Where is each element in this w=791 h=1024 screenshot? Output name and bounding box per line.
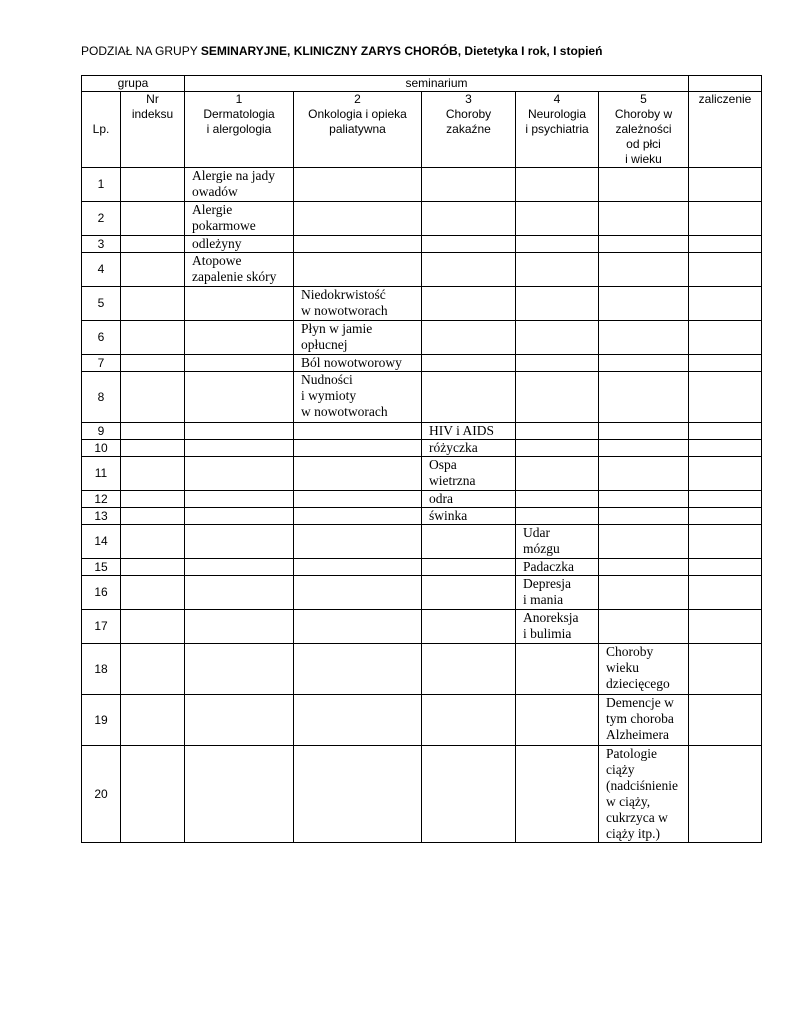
empty-cell	[422, 559, 516, 576]
empty-cell	[185, 746, 294, 843]
row-number: 4	[82, 253, 121, 287]
zaliczenie-cell	[689, 202, 762, 236]
empty-cell	[599, 440, 689, 457]
empty-cell	[516, 202, 599, 236]
header-col-onkologia: 2 Onkologia i opieka paliatywna	[294, 92, 422, 168]
zaliczenie-cell	[689, 491, 762, 508]
empty-cell	[599, 457, 689, 491]
seminar-topic: Atopowe zapalenie skóry	[185, 253, 294, 287]
table-row	[82, 440, 762, 457]
empty-cell	[294, 746, 422, 843]
nr-indeksu-cell	[121, 610, 185, 644]
seminar-topic: Udar mózgu	[516, 525, 599, 559]
empty-cell	[422, 372, 516, 423]
header-col-dermatologia: 1 Dermatologia i alergologia	[185, 92, 294, 168]
header-nr-indeksu: Nr indeksu	[121, 92, 185, 168]
table-row	[82, 559, 762, 576]
nr-indeksu-cell	[121, 644, 185, 695]
empty-cell	[599, 525, 689, 559]
table-row	[82, 372, 762, 423]
table-row	[82, 321, 762, 355]
empty-cell	[516, 321, 599, 355]
row-number: 6	[82, 321, 121, 355]
empty-cell	[185, 440, 294, 457]
row-number: 5	[82, 287, 121, 321]
empty-cell	[516, 746, 599, 843]
empty-cell	[185, 372, 294, 423]
table-row	[82, 610, 762, 644]
empty-cell	[185, 576, 294, 610]
empty-cell	[599, 253, 689, 287]
header-col-choroby-plci-wieku: 5 Choroby w zależności od płci i wieku	[599, 92, 689, 168]
nr-indeksu-cell	[121, 236, 185, 253]
zaliczenie-cell	[689, 355, 762, 372]
empty-cell	[516, 491, 599, 508]
empty-cell	[294, 610, 422, 644]
empty-cell	[516, 644, 599, 695]
nr-indeksu-cell	[121, 508, 185, 525]
empty-cell	[422, 236, 516, 253]
empty-cell	[516, 457, 599, 491]
seminar-topic: HIV i AIDS	[422, 423, 516, 440]
empty-cell	[422, 610, 516, 644]
nr-indeksu-cell	[121, 168, 185, 202]
table-row	[82, 491, 762, 508]
empty-cell	[516, 287, 599, 321]
seminar-topic: Demencje w tym choroba Alzheimera	[599, 695, 689, 746]
nr-indeksu-cell	[121, 287, 185, 321]
empty-cell	[422, 168, 516, 202]
header-col-choroby-zakazne: 3 Choroby zakaźne	[422, 92, 516, 168]
row-number: 16	[82, 576, 121, 610]
nr-indeksu-cell	[121, 491, 185, 508]
zaliczenie-cell	[689, 321, 762, 355]
empty-cell	[294, 457, 422, 491]
table-row	[82, 253, 762, 287]
row-number: 20	[82, 746, 121, 843]
zaliczenie-cell	[689, 559, 762, 576]
row-number: 10	[82, 440, 121, 457]
zaliczenie-cell	[689, 610, 762, 644]
seminar-topic: różyczka	[422, 440, 516, 457]
row-number: 3	[82, 236, 121, 253]
row-number: 2	[82, 202, 121, 236]
title-prefix: PODZIAŁ NA GRUPY	[81, 44, 201, 58]
empty-cell	[422, 644, 516, 695]
row-number: 13	[82, 508, 121, 525]
empty-cell	[422, 576, 516, 610]
empty-cell	[599, 236, 689, 253]
row-number: 17	[82, 610, 121, 644]
row-number: 12	[82, 491, 121, 508]
empty-cell	[599, 168, 689, 202]
zaliczenie-cell	[689, 508, 762, 525]
table-row	[82, 576, 762, 610]
seminar-topic: odra	[422, 491, 516, 508]
zaliczenie-cell	[689, 644, 762, 695]
seminar-topic: odleżyny	[185, 236, 294, 253]
empty-cell	[422, 287, 516, 321]
empty-cell	[422, 202, 516, 236]
empty-cell	[185, 525, 294, 559]
zaliczenie-cell	[689, 236, 762, 253]
empty-cell	[599, 355, 689, 372]
empty-cell	[294, 202, 422, 236]
seminar-topic: Płyn w jamie opłucnej	[294, 321, 422, 355]
seminar-topic: Padaczka	[516, 559, 599, 576]
empty-cell	[516, 695, 599, 746]
empty-cell	[516, 440, 599, 457]
zaliczenie-cell	[689, 440, 762, 457]
empty-cell	[516, 253, 599, 287]
document-title	[81, 44, 761, 59]
header-grupa: grupa	[82, 76, 185, 92]
empty-cell	[185, 355, 294, 372]
empty-cell	[294, 236, 422, 253]
empty-cell	[294, 491, 422, 508]
seminar-topic: Patologie ciąży (nadciśnienie w ciąży, cukrzyca w ciąży itp.)	[599, 746, 689, 843]
table-row	[82, 423, 762, 440]
nr-indeksu-cell	[121, 372, 185, 423]
empty-cell	[185, 491, 294, 508]
header-lp: Lp.	[82, 92, 121, 168]
empty-cell	[294, 440, 422, 457]
seminar-topic: Choroby wieku dziecięcego	[599, 644, 689, 695]
empty-cell	[599, 372, 689, 423]
nr-indeksu-cell	[121, 559, 185, 576]
row-number: 19	[82, 695, 121, 746]
row-number: 15	[82, 559, 121, 576]
empty-cell	[185, 457, 294, 491]
seminar-topic: Nudności i wymioty w nowotworach	[294, 372, 422, 423]
nr-indeksu-cell	[121, 695, 185, 746]
table-row	[82, 508, 762, 525]
empty-cell	[516, 168, 599, 202]
empty-cell	[294, 168, 422, 202]
table-row	[82, 236, 762, 253]
empty-cell	[294, 508, 422, 525]
title-bold-part-2: Dietetyka I rok, I stopień	[461, 44, 603, 58]
zaliczenie-cell	[689, 253, 762, 287]
title-bold-part: SEMINARYJNE, KLINICZNY ZARYS CHORÓB,	[200, 44, 462, 58]
zaliczenie-cell	[689, 746, 762, 843]
seminar-topic: Alergie na jady owadów	[185, 168, 294, 202]
row-number: 9	[82, 423, 121, 440]
seminar-topic: Depresja i mania	[516, 576, 599, 610]
empty-cell	[599, 610, 689, 644]
empty-cell	[185, 321, 294, 355]
nr-indeksu-cell	[121, 423, 185, 440]
nr-indeksu-cell	[121, 355, 185, 372]
row-number: 7	[82, 355, 121, 372]
zaliczenie-cell	[689, 457, 762, 491]
empty-cell	[516, 508, 599, 525]
zaliczenie-cell	[689, 525, 762, 559]
seminar-topic: świnka	[422, 508, 516, 525]
zaliczenie-cell	[689, 576, 762, 610]
empty-cell	[185, 508, 294, 525]
empty-cell	[599, 491, 689, 508]
seminar-topic: Alergie pokarmowe	[185, 202, 294, 236]
empty-cell	[599, 508, 689, 525]
empty-cell	[294, 695, 422, 746]
table-row	[82, 287, 762, 321]
table-row	[82, 355, 762, 372]
table-row	[82, 525, 762, 559]
empty-cell	[185, 695, 294, 746]
seminar-topic: Niedokrwistość w nowotworach	[294, 287, 422, 321]
empty-cell	[516, 423, 599, 440]
empty-cell	[599, 202, 689, 236]
seminar-topic: Anoreksja i bulimia	[516, 610, 599, 644]
empty-cell	[516, 355, 599, 372]
seminar-topic: Ospa wietrzna	[422, 457, 516, 491]
zaliczenie-cell	[689, 168, 762, 202]
nr-indeksu-cell	[121, 525, 185, 559]
empty-cell	[422, 253, 516, 287]
zaliczenie-cell	[689, 695, 762, 746]
zaliczenie-cell	[689, 423, 762, 440]
empty-cell	[422, 355, 516, 372]
empty-cell	[516, 372, 599, 423]
nr-indeksu-cell	[121, 253, 185, 287]
nr-indeksu-cell	[121, 457, 185, 491]
row-number: 1	[82, 168, 121, 202]
empty-cell	[516, 236, 599, 253]
seminar-topic: Ból nowotworowy	[294, 355, 422, 372]
empty-cell	[599, 321, 689, 355]
empty-cell	[294, 423, 422, 440]
empty-cell	[422, 695, 516, 746]
zaliczenie-cell	[689, 287, 762, 321]
empty-cell	[422, 525, 516, 559]
nr-indeksu-cell	[121, 202, 185, 236]
row-number: 8	[82, 372, 121, 423]
empty-cell	[599, 559, 689, 576]
table-row	[82, 746, 762, 843]
empty-cell	[294, 644, 422, 695]
empty-cell	[599, 576, 689, 610]
nr-indeksu-cell	[121, 440, 185, 457]
header-seminarium: seminarium	[185, 76, 689, 92]
row-number: 18	[82, 644, 121, 695]
empty-cell	[185, 610, 294, 644]
empty-cell	[185, 423, 294, 440]
empty-cell	[599, 287, 689, 321]
header-empty	[689, 76, 762, 92]
header-row-top	[82, 76, 762, 92]
nr-indeksu-cell	[121, 321, 185, 355]
empty-cell	[599, 423, 689, 440]
empty-cell	[422, 321, 516, 355]
empty-cell	[294, 559, 422, 576]
empty-cell	[294, 253, 422, 287]
row-number: 11	[82, 457, 121, 491]
empty-cell	[185, 287, 294, 321]
header-zaliczenie: zaliczenie	[689, 92, 762, 168]
row-number: 14	[82, 525, 121, 559]
nr-indeksu-cell	[121, 746, 185, 843]
table-row	[82, 202, 762, 236]
table-row	[82, 695, 762, 746]
group-table	[81, 75, 762, 843]
empty-cell	[294, 576, 422, 610]
table-row	[82, 644, 762, 695]
empty-cell	[185, 559, 294, 576]
empty-cell	[294, 525, 422, 559]
header-row-columns	[82, 92, 762, 168]
empty-cell	[422, 746, 516, 843]
nr-indeksu-cell	[121, 576, 185, 610]
table-row	[82, 168, 762, 202]
empty-cell	[185, 644, 294, 695]
zaliczenie-cell	[689, 372, 762, 423]
header-col-neurologia: 4 Neurologia i psychiatria	[516, 92, 599, 168]
table-row	[82, 457, 762, 491]
